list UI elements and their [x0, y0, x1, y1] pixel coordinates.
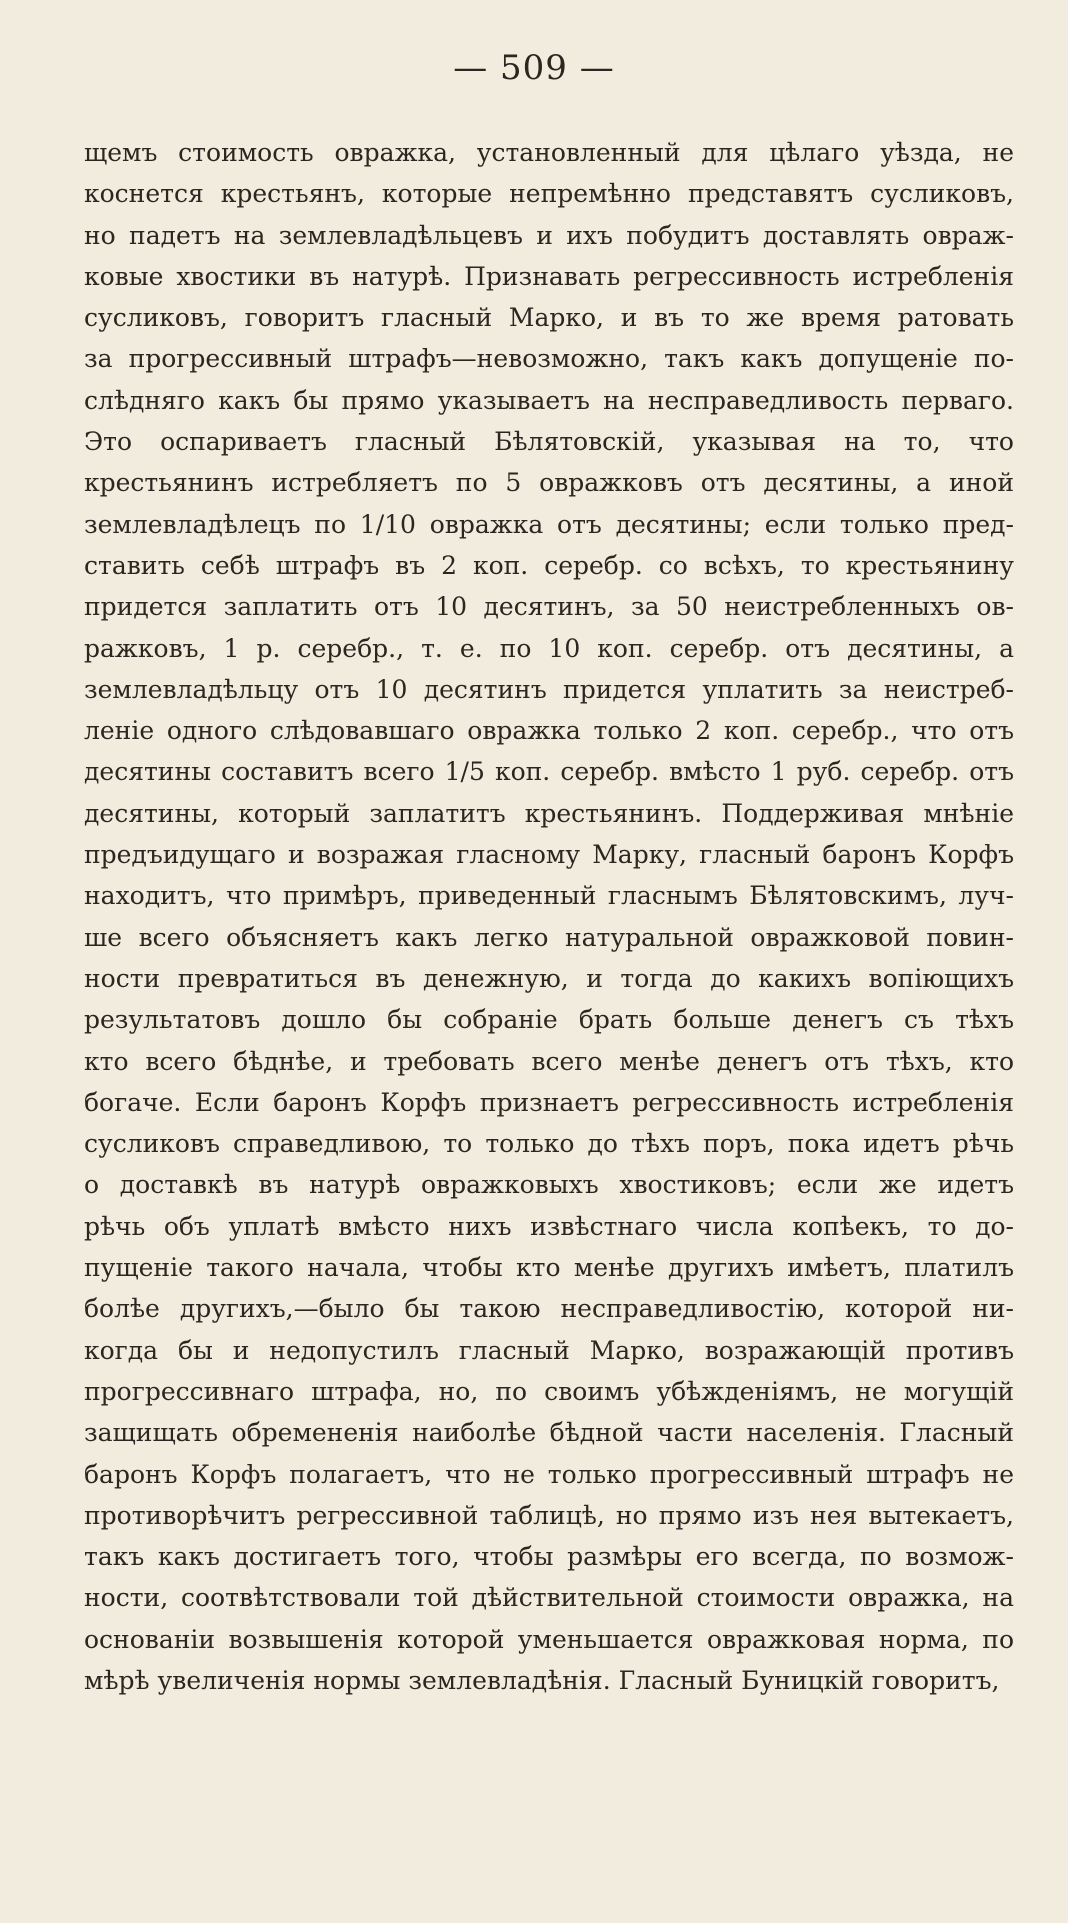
text-line: кто всего бѣднѣе, и требовать всего менѣе денегъ отъ тѣхъ, кто [84, 1046, 1014, 1076]
text-line: слѣдняго какъ бы прямо указываетъ на несправедливость перваго. [84, 385, 1014, 415]
text-line: богаче. Если баронъ Корфъ признаетъ регрессивность истребленія [84, 1087, 1014, 1117]
text-line: сусликовъ справедливою, то только до тѣхъ поръ, пока идетъ рѣчь [84, 1129, 1014, 1159]
text-line: крестьянинъ истребляетъ по 5 овражковъ отъ десятины, а иной [84, 468, 1014, 498]
text-line: Это оспариваетъ гласный Бѣлятовскій, указывая на то, что [84, 427, 1014, 457]
text-line: о доставкѣ въ натурѣ овражковыхъ хвостиковъ; если же идетъ [84, 1170, 1014, 1200]
text-line: результатовъ дошло бы собраніе брать больше денегъ съ тѣхъ [84, 1005, 1014, 1035]
text-line: болѣе другихъ,—было бы такою несправедливостію, которой ни- [84, 1294, 1014, 1324]
text-line: коснется крестьянъ, которые непремѣнно представятъ сусликовъ, [84, 179, 1014, 209]
text-line: десятины составитъ всего 1/5 коп. серебр. вмѣсто 1 руб. серебр. отъ [84, 757, 1014, 787]
text-line: леніе одного слѣдовавшаго овражка только 2 коп. серебр., что отъ [84, 716, 1014, 746]
text-line: защищать обремененія наиболѣе бѣдной части населенія. Гласный [84, 1418, 1014, 1448]
text-line: землевладѣлецъ по 1/10 овражка отъ десятины; если только пред- [84, 509, 1014, 539]
text-line: предъидущаго и возражая гласному Марку, гласный баронъ Корфъ [84, 840, 1014, 870]
text-line: за прогрессивный штрафъ—невозможно, такъ какъ допущеніе по- [84, 344, 1014, 374]
text-line: мѣрѣ увеличенія нормы землевладѣнія. Гласный Буницкій говоритъ, [84, 1665, 1000, 1695]
text-line: ставить себѣ штрафъ въ 2 коп. серебр. со всѣхъ, то крестьянину [84, 550, 1014, 580]
text-line: ковые хвостики въ натурѣ. Признавать регрессивность истребленія [84, 261, 1014, 291]
text-line: основаніи возвышенія которой уменьшается овражковая норма, по [84, 1624, 1014, 1654]
text-line: баронъ Корфъ полагаетъ, что не только прогрессивный штрафъ не [84, 1459, 1014, 1489]
text-line: ше всего объясняетъ какъ легко натуральной овражковой повин- [84, 922, 1014, 952]
text-line: ности превратиться въ денежную, и тогда до какихъ вопіющихъ [84, 963, 1014, 993]
text-line: такъ какъ достигаетъ того, чтобы размѣры его всегда, по возмож- [84, 1542, 1014, 1572]
text-line: десятины, который заплатитъ крестьянинъ. Поддерживая мнѣніе [84, 798, 1014, 828]
text-line: придется заплатить отъ 10 десятинъ, за 50 неистребленныхъ ов- [84, 592, 1014, 622]
text-line: рѣчь объ уплатѣ вмѣсто нихъ извѣстнаго числа копѣекъ, то до- [84, 1211, 1014, 1241]
text-line: пущеніе такого начала, чтобы кто менѣе другихъ имѣетъ, платилъ [84, 1253, 1014, 1283]
text-line: ражковъ, 1 р. серебр., т. е. по 10 коп. серебр. отъ десятины, а [84, 633, 1014, 663]
text-line: землевладѣльцу отъ 10 десятинъ придется уплатить за неистреб- [84, 674, 1014, 704]
text-line: находитъ, что примѣръ, приведенный гласнымъ Бѣлятовскимъ, луч- [84, 881, 1014, 911]
text-line: щемъ стоимость овражка, установленный для цѣлаго уѣзда, не [84, 138, 1014, 167]
text-line: прогрессивнаго штрафа, но, по своимъ убѣжденіямъ, не могущій [84, 1376, 1014, 1406]
body-text [84, 132, 1014, 1701]
page-number: — 509 — [453, 48, 615, 88]
text-line: но падетъ на землевладѣльцевъ и ихъ побудитъ доставлять овраж- [84, 220, 1014, 250]
text-line: ности, соотвѣтствовали той дѣйствительной стоимости овражка, на [84, 1583, 1014, 1613]
text-line: противорѣчитъ регрессивной таблицѣ, но прямо изъ нея вытекаетъ, [84, 1500, 1014, 1530]
text-line: сусликовъ, говоритъ гласный Марко, и въ то же время ратовать [84, 303, 1014, 333]
text-line: когда бы и недопустилъ гласный Марко, возражающій противъ [84, 1335, 1014, 1365]
